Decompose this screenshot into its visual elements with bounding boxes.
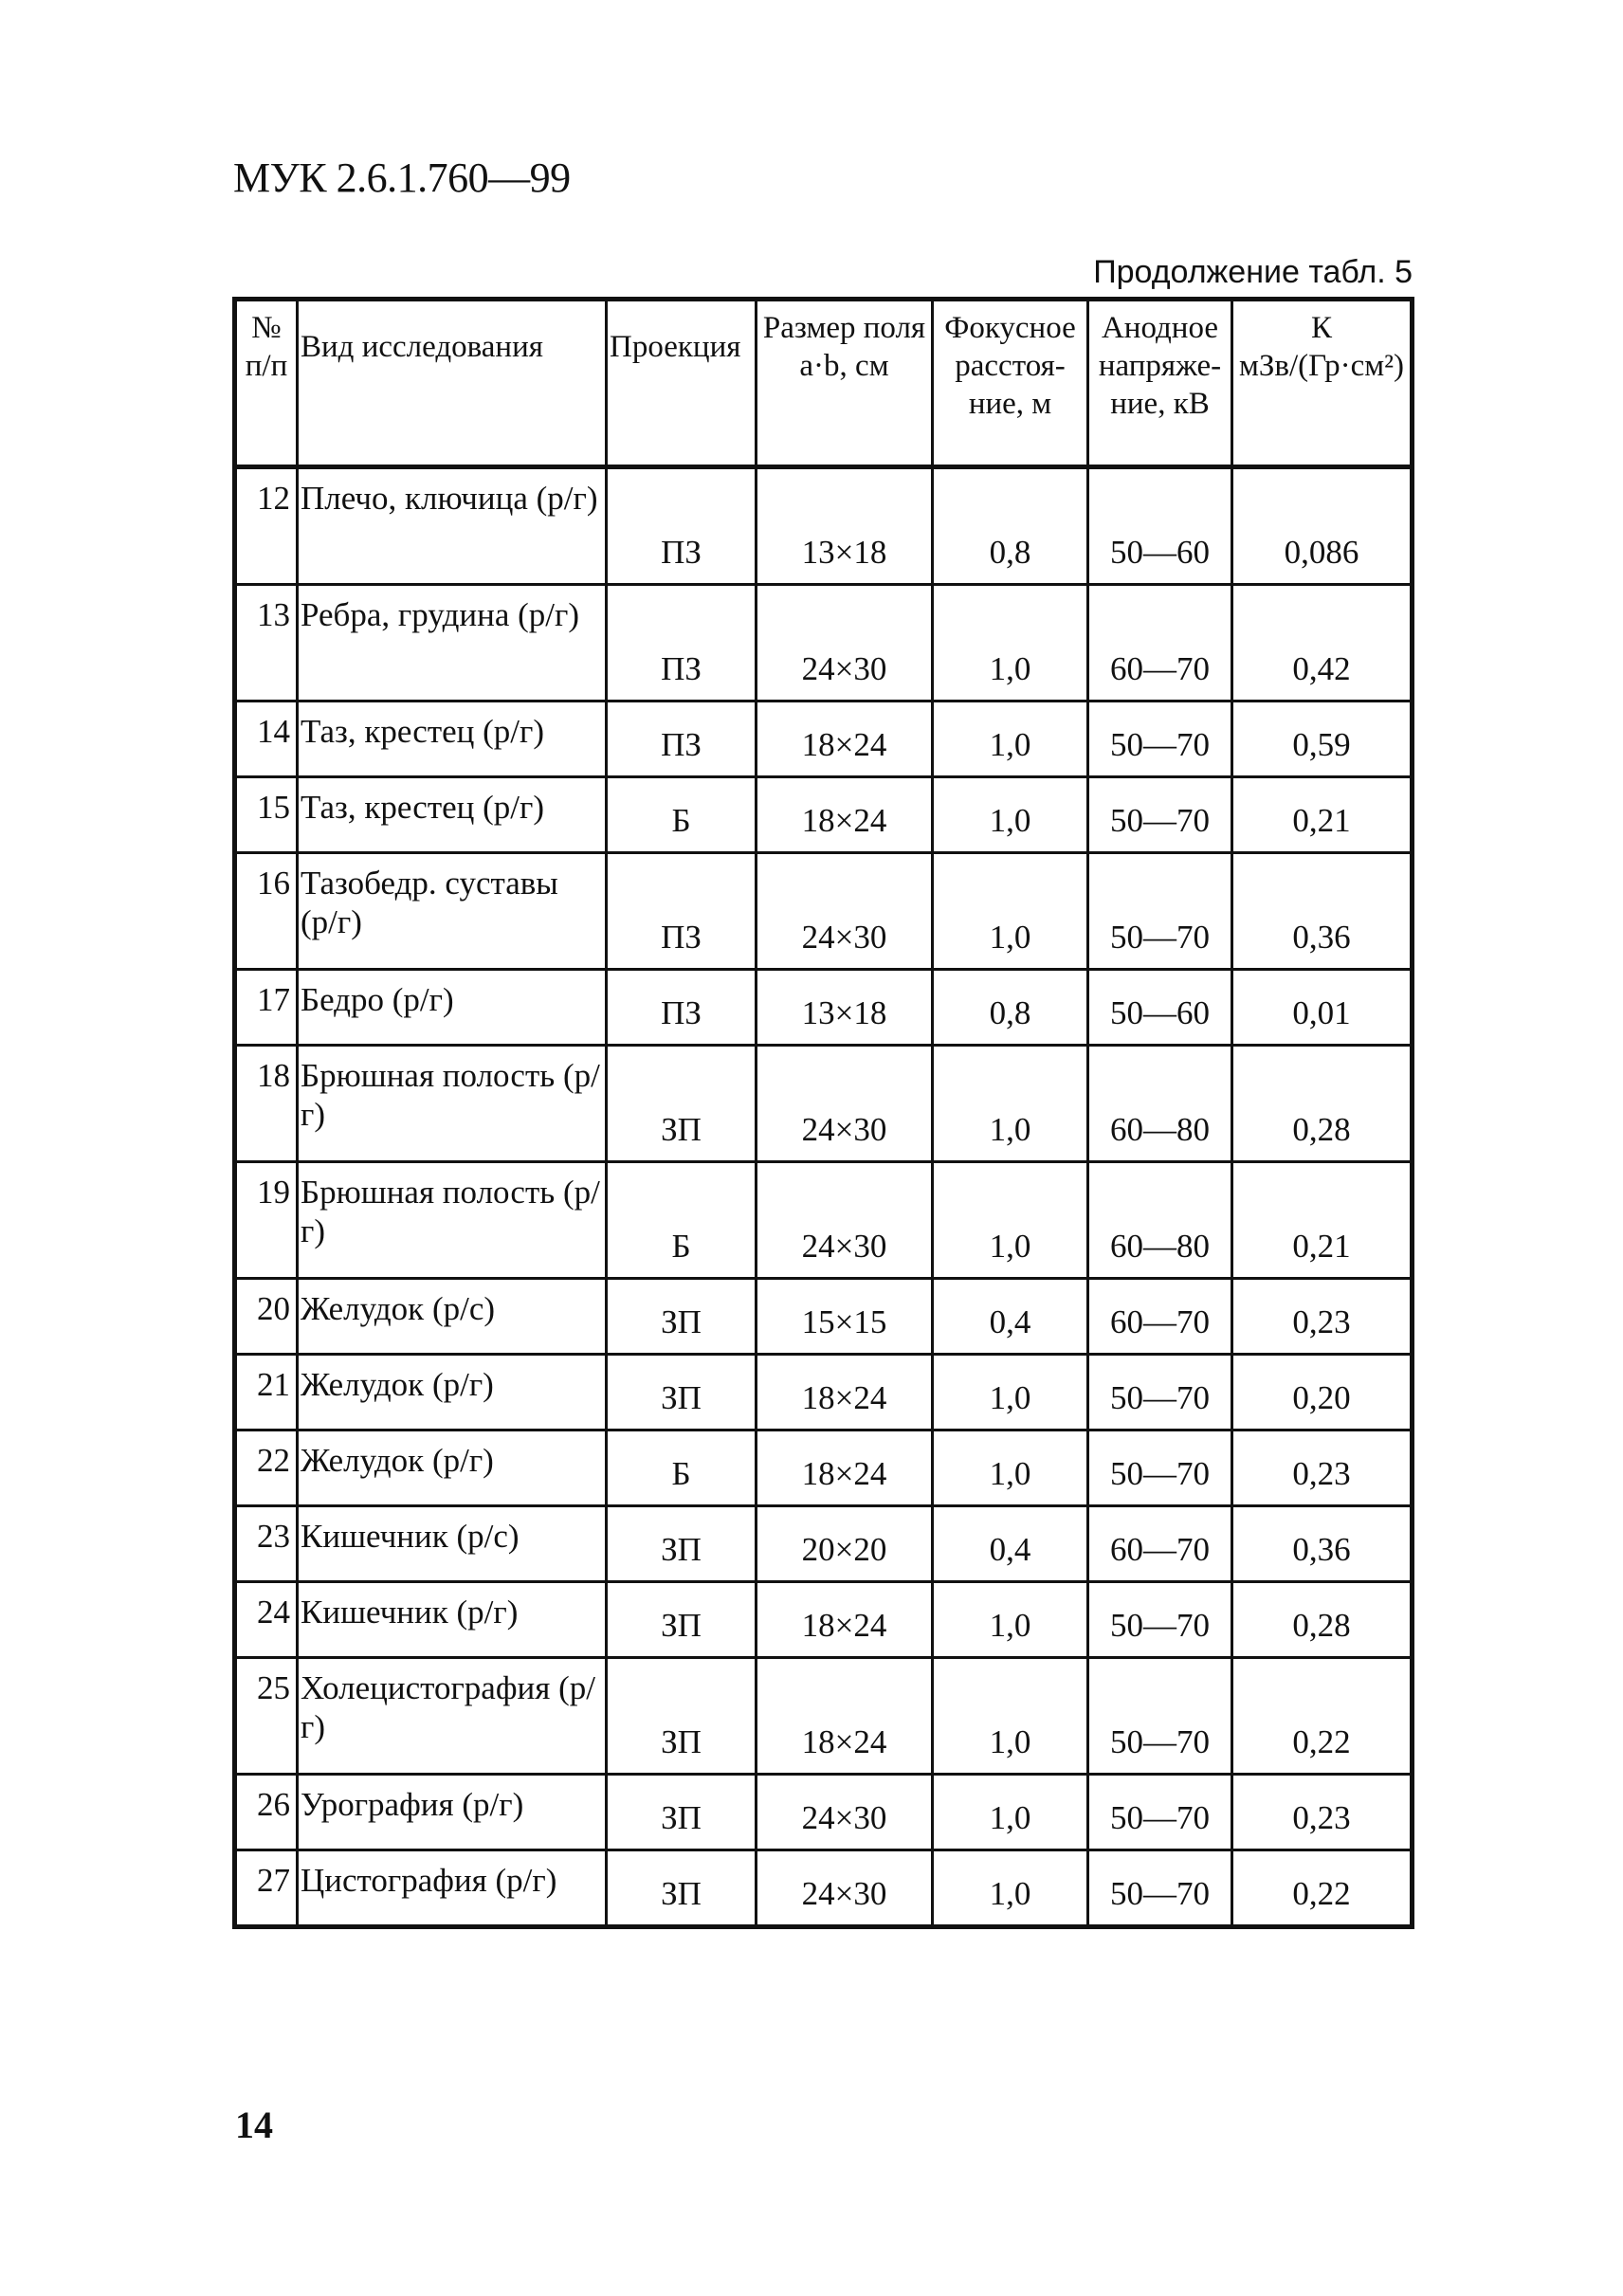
row-number-cell: 14 — [235, 702, 298, 777]
k-coefficient-cell: 0,23 — [1232, 1279, 1413, 1355]
projection-cell: Б — [607, 1162, 757, 1279]
focal-distance-cell: 1,0 — [933, 777, 1088, 853]
field-size-cell: 15×15 — [757, 1279, 933, 1355]
anode-voltage-cell: 50—70 — [1088, 1582, 1232, 1658]
exam-type-cell: Ребра, грудина (р/г) — [298, 585, 607, 702]
projection-cell: Б — [607, 777, 757, 853]
table-row — [235, 1430, 1413, 1506]
table-row — [235, 1506, 1413, 1582]
focal-distance-cell: 1,0 — [933, 702, 1088, 777]
field-size-cell: 20×20 — [757, 1506, 933, 1582]
focal-distance-cell: 1,0 — [933, 1850, 1088, 1927]
k-coefficient-cell: 0,20 — [1232, 1355, 1413, 1430]
projection-cell: ПЗ — [607, 702, 757, 777]
k-coefficient-cell: 0,21 — [1232, 1162, 1413, 1279]
field-size-cell: 13×18 — [757, 467, 933, 585]
column-header-k-coefficient: К мЗв/(Гр·см²) — [1232, 300, 1413, 467]
k-coefficient-cell: 0,36 — [1232, 1506, 1413, 1582]
field-size-cell: 13×18 — [757, 970, 933, 1046]
focal-distance-cell: 1,0 — [933, 1658, 1088, 1775]
focal-distance-cell: 0,8 — [933, 970, 1088, 1046]
exam-type-cell: Желудок (р/с) — [298, 1279, 607, 1355]
row-number-cell: 13 — [235, 585, 298, 702]
focal-distance-cell: 1,0 — [933, 585, 1088, 702]
row-number-cell: 23 — [235, 1506, 298, 1582]
column-header-anode-voltage: Анодное напряже-ние, кВ — [1088, 300, 1232, 467]
column-header-exam: Вид исследования — [298, 300, 607, 467]
row-number-cell: 26 — [235, 1775, 298, 1850]
projection-cell: ЗП — [607, 1658, 757, 1775]
projection-cell: ПЗ — [607, 970, 757, 1046]
exam-type-cell: Бедро (р/г) — [298, 970, 607, 1046]
exam-type-cell: Брюшная полость (р/г) — [298, 1162, 607, 1279]
table-row — [235, 1582, 1413, 1658]
anode-voltage-cell: 50—70 — [1088, 702, 1232, 777]
column-header-focal-distance: Фокусное расстоя-ние, м — [933, 300, 1088, 467]
k-coefficient-cell: 0,23 — [1232, 1430, 1413, 1506]
table-row — [235, 1279, 1413, 1355]
exam-type-cell: Таз, крестец (р/г) — [298, 777, 607, 853]
table-row — [235, 853, 1413, 970]
row-number-cell: 20 — [235, 1279, 298, 1355]
focal-distance-cell: 1,0 — [933, 1430, 1088, 1506]
anode-voltage-cell: 50—70 — [1088, 853, 1232, 970]
projection-cell: ЗП — [607, 1355, 757, 1430]
page-number: 14 — [235, 2104, 273, 2146]
field-size-cell: 18×24 — [757, 1658, 933, 1775]
row-number-cell: 19 — [235, 1162, 298, 1279]
focal-distance-cell: 1,0 — [933, 1355, 1088, 1430]
k-coefficient-cell: 0,21 — [1232, 777, 1413, 853]
field-size-cell: 24×30 — [757, 1162, 933, 1279]
focal-distance-cell: 1,0 — [933, 1162, 1088, 1279]
exam-type-cell: Тазобедр. суставы (р/г) — [298, 853, 607, 970]
field-size-cell: 18×24 — [757, 1582, 933, 1658]
focal-distance-cell: 1,0 — [933, 1046, 1088, 1162]
focal-distance-cell: 0,8 — [933, 467, 1088, 585]
table-row — [235, 702, 1413, 777]
anode-voltage-cell: 60—80 — [1088, 1162, 1232, 1279]
projection-cell: ПЗ — [607, 585, 757, 702]
k-coefficient-cell: 0,22 — [1232, 1658, 1413, 1775]
field-size-cell: 18×24 — [757, 777, 933, 853]
k-coefficient-cell: 0,42 — [1232, 585, 1413, 702]
focal-distance-cell: 1,0 — [933, 1775, 1088, 1850]
table-row — [235, 970, 1413, 1046]
anode-voltage-cell: 50—70 — [1088, 1658, 1232, 1775]
table-header — [235, 300, 1413, 467]
exam-type-cell: Плечо, ключица (р/г) — [298, 467, 607, 585]
column-header-no: № п/п — [235, 300, 298, 467]
k-coefficient-cell: 0,28 — [1232, 1046, 1413, 1162]
projection-cell: ЗП — [607, 1506, 757, 1582]
column-header-field-size: Размер поля a·b, см — [757, 300, 933, 467]
table-row — [235, 1658, 1413, 1775]
field-size-cell: 18×24 — [757, 1430, 933, 1506]
field-size-cell: 24×30 — [757, 1775, 933, 1850]
exam-type-cell: Брюшная полость (р/г) — [298, 1046, 607, 1162]
anode-voltage-cell: 50—70 — [1088, 1775, 1232, 1850]
exam-type-cell: Цистография (р/г) — [298, 1850, 607, 1927]
row-number-cell: 15 — [235, 777, 298, 853]
table-body — [235, 467, 1413, 1927]
table-row — [235, 585, 1413, 702]
anode-voltage-cell: 50—60 — [1088, 467, 1232, 585]
row-number-cell: 24 — [235, 1582, 298, 1658]
k-coefficient-cell: 0,22 — [1232, 1850, 1413, 1927]
anode-voltage-cell: 60—70 — [1088, 1506, 1232, 1582]
projection-cell: ЗП — [607, 1582, 757, 1658]
anode-voltage-cell: 60—70 — [1088, 1279, 1232, 1355]
k-coefficient-cell: 0,23 — [1232, 1775, 1413, 1850]
row-number-cell: 22 — [235, 1430, 298, 1506]
anode-voltage-cell: 50—70 — [1088, 777, 1232, 853]
table-row — [235, 467, 1413, 585]
anode-voltage-cell: 50—70 — [1088, 1850, 1232, 1927]
table-row — [235, 1355, 1413, 1430]
focal-distance-cell: 1,0 — [933, 1582, 1088, 1658]
row-number-cell: 21 — [235, 1355, 298, 1430]
projection-cell: ЗП — [607, 1775, 757, 1850]
row-number-cell: 25 — [235, 1658, 298, 1775]
exam-type-cell: Кишечник (р/с) — [298, 1506, 607, 1582]
field-size-cell: 24×30 — [757, 585, 933, 702]
exam-type-cell: Урография (р/г) — [298, 1775, 607, 1850]
focal-distance-cell: 0,4 — [933, 1279, 1088, 1355]
k-coefficient-cell: 0,59 — [1232, 702, 1413, 777]
row-number-cell: 18 — [235, 1046, 298, 1162]
header-row — [235, 300, 1413, 467]
projection-cell: ЗП — [607, 1850, 757, 1927]
projection-cell: ПЗ — [607, 853, 757, 970]
anode-voltage-cell: 50—70 — [1088, 1355, 1232, 1430]
projection-cell: Б — [607, 1430, 757, 1506]
field-size-cell: 18×24 — [757, 1355, 933, 1430]
row-number-cell: 12 — [235, 467, 298, 585]
table-row — [235, 1162, 1413, 1279]
table-row — [235, 1046, 1413, 1162]
anode-voltage-cell: 50—70 — [1088, 1430, 1232, 1506]
column-header-projection: Проекция — [607, 300, 757, 467]
k-coefficient-cell: 0,36 — [1232, 853, 1413, 970]
exam-type-cell: Таз, крестец (р/г) — [298, 702, 607, 777]
exam-type-cell: Желудок (р/г) — [298, 1430, 607, 1506]
table-row — [235, 1775, 1413, 1850]
focal-distance-cell: 0,4 — [933, 1506, 1088, 1582]
table-row — [235, 1850, 1413, 1927]
field-size-cell: 18×24 — [757, 702, 933, 777]
row-number-cell: 27 — [235, 1850, 298, 1927]
row-number-cell: 16 — [235, 853, 298, 970]
exam-type-cell: Кишечник (р/г) — [298, 1582, 607, 1658]
projection-cell: ЗП — [607, 1046, 757, 1162]
exam-type-cell: Желудок (р/г) — [298, 1355, 607, 1430]
k-coefficient-cell: 0,086 — [1232, 467, 1413, 585]
projection-cell: ЗП — [607, 1279, 757, 1355]
k-coefficient-cell: 0,28 — [1232, 1582, 1413, 1658]
document-code: МУК 2.6.1.760—99 — [233, 155, 571, 201]
field-size-cell: 24×30 — [757, 1850, 933, 1927]
field-size-cell: 24×30 — [757, 853, 933, 970]
table-caption: Продолжение табл. 5 — [1093, 254, 1413, 290]
focal-distance-cell: 1,0 — [933, 853, 1088, 970]
dose-coefficient-table — [232, 297, 1414, 1929]
field-size-cell: 24×30 — [757, 1046, 933, 1162]
exam-type-cell: Холецистография (р/г) — [298, 1658, 607, 1775]
row-number-cell: 17 — [235, 970, 298, 1046]
anode-voltage-cell: 60—80 — [1088, 1046, 1232, 1162]
anode-voltage-cell: 50—60 — [1088, 970, 1232, 1046]
anode-voltage-cell: 60—70 — [1088, 585, 1232, 702]
k-coefficient-cell: 0,01 — [1232, 970, 1413, 1046]
table-row — [235, 777, 1413, 853]
projection-cell: ПЗ — [607, 467, 757, 585]
